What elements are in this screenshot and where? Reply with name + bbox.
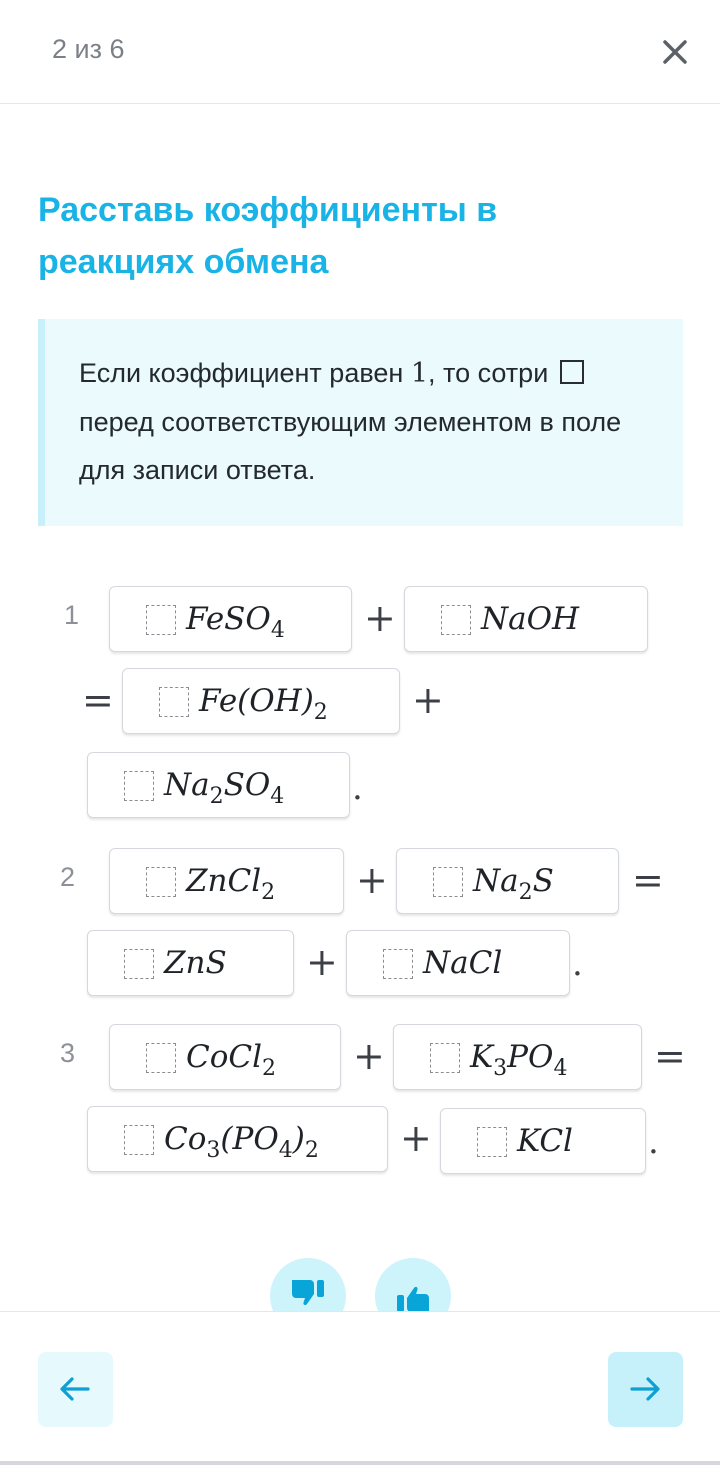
task-title: Расставь коэффициенты в реакциях обмена xyxy=(38,191,498,281)
equation-number: 2 xyxy=(60,862,76,892)
next-button[interactable] xyxy=(608,1352,683,1427)
thumbs-up-icon xyxy=(393,1276,433,1316)
coefficient-field[interactable] xyxy=(109,1024,341,1090)
hint-text: Если коэффициент равен 1, то сотри перед соответствующим элементом в поле для записи ответа. xyxy=(79,358,622,485)
arrow-right-icon xyxy=(625,1369,665,1409)
coefficient-field[interactable] xyxy=(87,930,294,996)
equals-operator: = xyxy=(632,858,664,902)
empty-box-icon xyxy=(560,360,584,384)
coefficient-field[interactable] xyxy=(122,668,400,734)
coefficient-field[interactable] xyxy=(393,1024,642,1090)
coefficient-input-box[interactable] xyxy=(441,605,471,635)
plus-operator: + xyxy=(306,940,338,984)
plus-operator: + xyxy=(364,596,396,640)
formula: CoCl$_2$ xyxy=(186,1039,277,1081)
coefficient-field[interactable] xyxy=(346,930,570,996)
equals-operator: = xyxy=(82,678,114,722)
formula: FeSO$_4$ xyxy=(186,601,285,643)
close-icon[interactable] xyxy=(656,33,694,71)
coefficient-input-box[interactable] xyxy=(146,1043,176,1073)
coefficient-input-box[interactable] xyxy=(433,867,463,897)
coefficient-input-box[interactable] xyxy=(430,1043,460,1073)
coefficient-input-box[interactable] xyxy=(124,771,154,801)
bottom-bar xyxy=(0,1461,720,1465)
coefficient-input-box[interactable] xyxy=(146,605,176,635)
coefficient-input-box[interactable] xyxy=(477,1127,507,1157)
previous-button[interactable] xyxy=(38,1352,113,1427)
coefficient-input-box[interactable] xyxy=(146,867,176,897)
equation-end: . xyxy=(352,768,363,808)
progress-counter: 2 из 6 xyxy=(52,34,125,64)
formula: $Na_2SO_4$ xyxy=(164,767,285,809)
plus-operator: + xyxy=(353,1034,385,1078)
coefficient-input-box[interactable] xyxy=(383,949,413,979)
formula: ZnS xyxy=(164,945,227,981)
equals-operator: = xyxy=(654,1034,686,1078)
equation-number: 1 xyxy=(64,600,80,630)
formula: NaOH xyxy=(481,601,580,637)
formula: NaCl xyxy=(423,945,503,981)
equation-end: . xyxy=(648,1122,659,1162)
formula: $Co_3(PO_4)_2$ xyxy=(164,1121,319,1163)
coefficient-field[interactable] xyxy=(87,752,350,818)
formula: $Na_2S$ xyxy=(473,863,554,905)
formula: $Fe(OH)_2$ xyxy=(199,683,328,725)
formula: ZnCl$_2$ xyxy=(186,863,276,905)
thumbs-down-icon xyxy=(288,1276,328,1316)
plus-operator: + xyxy=(356,858,388,902)
header xyxy=(0,0,720,104)
coefficient-field[interactable] xyxy=(404,586,648,652)
coefficient-input-box[interactable] xyxy=(124,949,154,979)
coefficient-field[interactable] xyxy=(396,848,619,914)
coefficient-input-box[interactable] xyxy=(159,687,189,717)
formula: KCl xyxy=(517,1123,573,1159)
plus-operator: + xyxy=(400,1116,432,1160)
footer xyxy=(0,1311,720,1465)
formula: $K_3PO_4$ xyxy=(470,1039,568,1081)
equation-end: . xyxy=(572,944,583,984)
arrow-left-icon xyxy=(55,1369,95,1409)
coefficient-field[interactable] xyxy=(109,848,344,914)
hint-box xyxy=(38,319,683,526)
coefficient-field[interactable] xyxy=(109,586,352,652)
plus-operator: + xyxy=(412,678,444,722)
equation-number: 3 xyxy=(60,1038,76,1068)
coefficient-input-box[interactable] xyxy=(124,1125,154,1155)
coefficient-field[interactable] xyxy=(87,1106,388,1172)
coefficient-field[interactable] xyxy=(440,1108,646,1174)
